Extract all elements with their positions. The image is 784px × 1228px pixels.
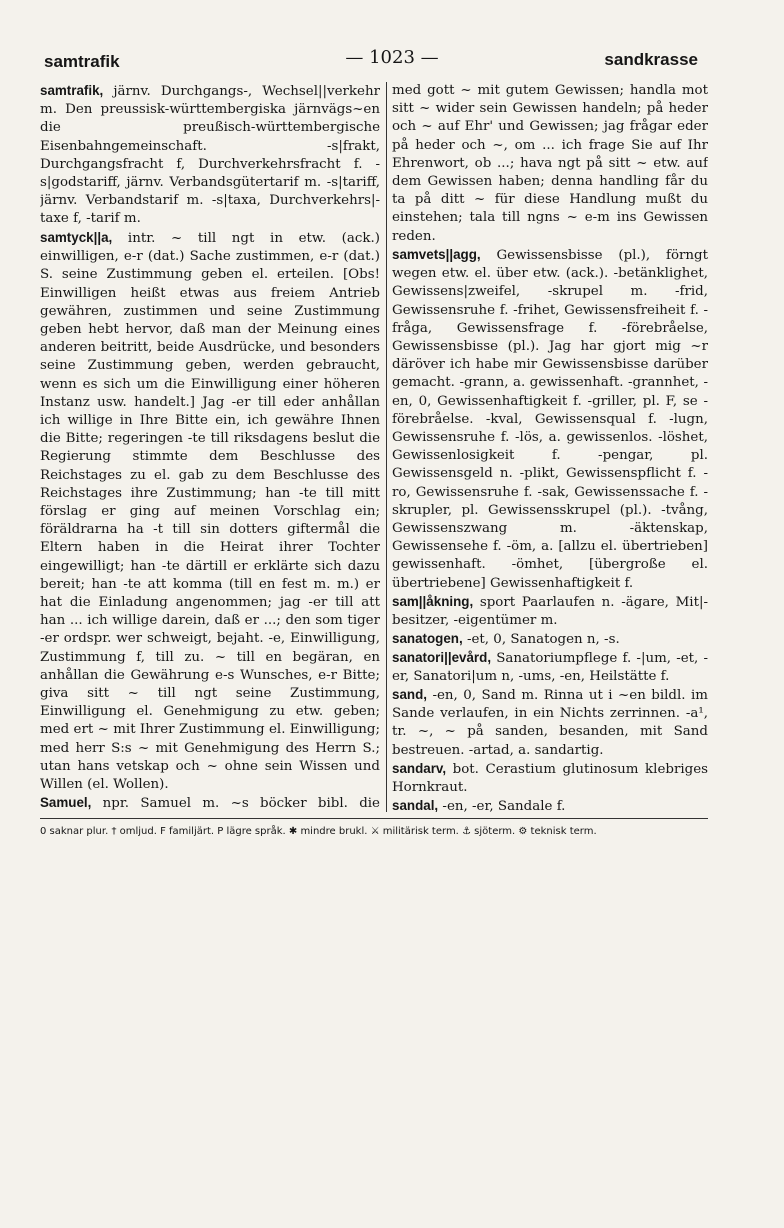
page-header (0, 44, 784, 74)
entry-sand (392, 686, 708, 760)
entry-headword: samtyck||a, (40, 230, 113, 245)
abbreviation-legend: 0 saknar plur. † omljud. F familjärt. P lägre språk. ✱ mindre brukl. ⚔ militärisk term. ⚓ sjöterm. ⚙ teknisk term. (40, 826, 597, 837)
column-divider (386, 82, 387, 812)
entry-samvetsagg (392, 246, 708, 593)
entry-samvete-continued (392, 82, 708, 246)
entry-text: intr. ~ till ngt in etw. (ack.) einwilligen, e-r (dat.) Sache zustimmen, e-r (dat.) S. seine Zustimmung geben el. erteilen. [Obs! Einwilligen heißt etwas aus freiem Antrieb gewähren, zustimmen und seine Zustimmung geben hebt hervor, daß man der Meinung eines anderen beitritt, beide Ausdrücke, und besonders seine Zustimmung geben, werden gebraucht, wenn es sich um die Einwilligung einer höheren Instanz usw. handelt.] Jag -er till eder anhållan ich willige in Ihre Bitte ein, ich gewähre Ihnen die Bitte; regeringen -te till riksdagens beslut die Regierung stimmte dem Beschlusse des Reichstages zu el. gab zu dem Beschlusse des Reichstages ihre Zustimmung; han -te till mitt förslag er ging auf meinen Vorschlag ein; föräldrarna ha -t till sin dotters giftermål die Eltern haben in die Heirat ihrer Tochter eingewilligt; han -te därtill er erklärte sich dazu bereit; han -te att komma (till en fest m. m.) er hat die Einladung angenommen; jag -er till att han ... ich willige darein, daß er ...; den som tiger -er ordspr. wer schweigt, bejaht. -e, Einwilligung, Zustimmung f, till zu. ~ till en begäran, en anhållan die Gewährung e-s Wunsches, e-r Bitte; giva sitt ~ till ngt seine Zustimmung, Einwilligung el. Genehmigung zu etw. geben; med ert ~ mit Ihrer Zustimmung el. Einwilligung; med herr S:s ~ mit Genehmigung des Herrn S.; utan hans vetskap och ~ ohne sein Wissen und Willen (el. Wollen). (40, 231, 380, 793)
entry-text: -et, 0, Sanatogen n, -s. (466, 632, 620, 647)
entry-sandarv (392, 760, 708, 797)
entry-samuel (40, 794, 380, 812)
right-column (392, 82, 708, 812)
entry-samakning (392, 593, 708, 630)
left-column (40, 82, 380, 812)
entry-text: Gewissensbisse (pl.), förngt wegen etw. el. über etw. (ack.). -betänklighet, Gewissens|zweifel, -skrupel m. -frid, Gewissensruhe f. -frihet, Gewissensfreiheit f. -fråga, Gewissensfrage f. -förebråelse, Gewissensbisse (pl.). Jag har gjort mig ~r däröver ich habe mir Gewissensbisse darüber gemacht. -grann, a. gewissenhaft. -grannhet, -en, 0, Gewissenhaftigkeit f. -griller, pl. F, se -förebråelse. -kval, Gewissensqual f. -lugn, Gewissensruhe f. -lös, a. gewissenlos. -löshet, Gewissenlosigkeit f. -pengar, pl. Gewissensgeld n. -plikt, Gewissenspflicht f. -ro, Gewissensruhe f. -sak, Gewissenssache f. -skrupler, pl. Gewissensskrupel (pl.). -tvång, Gewissenszwang m. -äktenskap, Gewissensehe f. -öm, a. [allzu el. übertrieben] gewissenhaft. -ömhet, [übergroße el. übertriebene] Gewissenhaftigkeit f. (392, 248, 708, 591)
right-running-headword: sandkrasse (604, 50, 698, 69)
entry-text: -en, -er, Sandale f. (442, 799, 566, 812)
entry-samtycka (40, 229, 380, 794)
entry-headword: sam||åkning, (392, 594, 474, 609)
entry-headword: sanatori||evård, (392, 650, 492, 665)
entry-headword: sanatogen, (392, 631, 463, 646)
entry-sanatorievard (392, 649, 708, 686)
entry-samtrafik (40, 82, 380, 229)
footer-divider (40, 818, 708, 819)
entry-headword: sandarv, (392, 761, 447, 776)
entry-text: sport Paarlaufen n. -ägare, Mit|-besitzer, -eigentümer m. (392, 595, 708, 629)
entry-headword: Samuel, (40, 795, 92, 810)
entry-text: Sanatoriumpflege f. -|um, -et, -er, Sanatori|um n, -ums, -en, Heilstätte f. (392, 651, 708, 685)
entry-sanatogen (392, 630, 708, 649)
entry-text: järnv. Durchgangs-, Wechsel||verkehr m. Den preussisk-württembergiska järnvägs~en die preußisch-württembergische Eisenbahngemeinschaft. -s|frakt, Durchgangsfracht f, Durchverkehrsfracht f. -s|godstariff, järnv. Verbandsgütertarif m. -s|tariff, järnv. Verbandstarif m. -s|taxa, Durchverkehrs|-taxe f, -tarif m. (40, 84, 380, 227)
entry-text: bot. Cerastium glutinosum klebriges Hornkraut. (392, 762, 708, 796)
left-running-headword: samtrafik (44, 52, 120, 71)
entry-text: med gott ~ mit gutem Gewissen; handla mot sitt ~ wider sein Gewissen handeln; på heder och ~ auf Ehr' und Gewissen; jag frågar eder på heder och ~, om ... ich frage Sie auf Ihr Ehrenwort, ob ...; hava ngt på sitt ~ etw. auf dem Gewissen haben; denna handling får du ta på ditt ~ für diese Handlung mußt du einstehen; tala till ngns ~ e-m ins Gewissen reden. (392, 83, 708, 244)
entry-headword: sandal, (392, 798, 439, 812)
entry-text: -en, 0, Sand m. Rinna ut i ~en bildl. im Sande verlaufen, in ein Nichts zerrinnen. -a¹, tr. ~, ~ på sanden, besanden, mit Sand bestreuen. -artad, a. sandartig. (392, 688, 708, 758)
entry-text: npr. Samuel m. ~s böcker bibl. die (102, 796, 380, 811)
entry-headword: samtrafik, (40, 83, 104, 98)
entry-sandal (392, 797, 708, 812)
page-number: — 1023 — (345, 47, 439, 68)
entry-headword: samvets||agg, (392, 247, 481, 262)
entry-headword: sand, (392, 687, 427, 702)
